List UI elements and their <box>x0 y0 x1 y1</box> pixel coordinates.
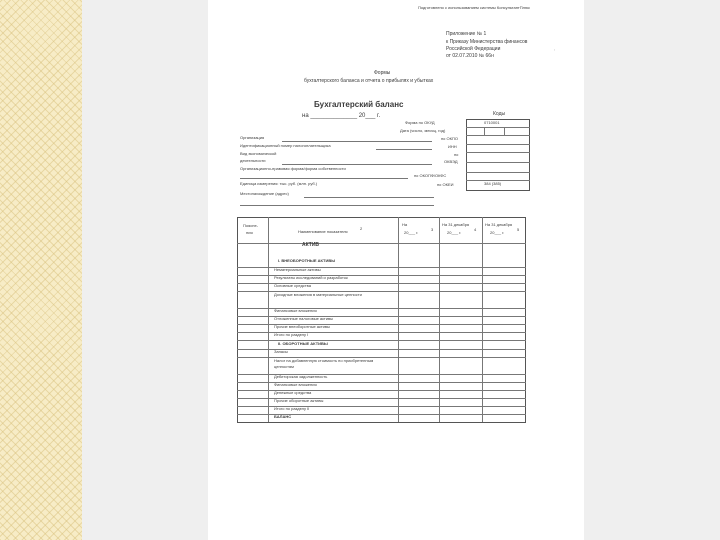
row-balans: БАЛАНС <box>274 414 292 419</box>
field-activity: Вид экономической <box>240 151 277 156</box>
forms-title: Формы <box>374 70 391 76</box>
okei-code: 384 (385) <box>484 181 502 186</box>
field-okopf: по ОКОПФ/ОКФС <box>414 173 447 178</box>
field-inn-label: Идентификационный номер налогоплательщика <box>240 143 331 148</box>
table-row: Основные средства <box>274 283 311 288</box>
table-row: Отложенные налоговые активы <box>274 316 333 321</box>
decorative-pattern-strip <box>0 0 82 540</box>
source-note: Подготовлено с использованием системы КонсультантПлюс <box>418 5 530 10</box>
field-legal-form: Организационно-правовая форма/форма собственности <box>240 166 346 171</box>
document-page: Подготовлено с использованием системы КонсультантПлюс Приложение № 1 к Приказу Министерства финансов Российской Федерации от 02.07.2010 № 66н , Формы бухгалтерского баланса и отчета о прибылях и убытках Бухгалтерский баланс на ______________ 20___ г. Коды Форма по ОКУД Дата (число, месяц, год) 0710001 384 (385) Организация по ОКПО Идентификационный номер налогоплательщика ИНН Вид экономической по деятельности ОКВЭД Организационно-правовая форма/форма собственности по ОКОПФ/ОКФС Единица измерения: тыс. руб. (млн. руб.) по ОКЕИ Местонахождение (адрес) Поясне- ния Наименование показателя 2 На 20___ г. 3 На 31 декабря 20___ г. 4 На 31 декабря 20___ г. 5 АКТИВ I. ВНЕОБОРОТНЫЕ АКТИВЫ Нематериальные активы Результаты исследований и разработок Основные средства Доходные вложения в материальные ценности Финансовые вложения Отложенные налоговые активы Прочие внеоборотные активы Итого по разделу I II. ОБОРОТНЫЕ АКТИВЫ Запасы Налог на добавленную стоимость по приобретенным ценностям Дебиторская задолженность Финансовые вложения Денежные средства Прочие оборотные активы Итого по разделу II БАЛАНС <box>208 0 584 540</box>
balance-date-line: на ______________ 20___ г. <box>302 113 381 119</box>
field-organization: Организация <box>240 135 265 140</box>
table-row: Финансовые вложения <box>274 382 317 387</box>
table-row: Налог на добавленную стоимость по приобретенным ценностям <box>274 358 374 369</box>
field-okei: по ОКЕИ <box>437 182 454 187</box>
field-okpo: по ОКПО <box>441 136 458 141</box>
header-col1: Поясне- <box>243 223 259 228</box>
okud-code: 0710001 <box>484 120 500 125</box>
table-row: Итого по разделу I <box>274 332 309 337</box>
right-gutter <box>584 0 720 540</box>
table-row: Прочие внеоборотные активы <box>274 324 330 329</box>
table-row: Итого по разделу II <box>274 406 310 411</box>
forms-subtitle: бухгалтерского баланса и отчета о прибылях и убытках <box>304 78 434 84</box>
table-row: Дебиторская задолженность <box>274 374 328 379</box>
row-aktiv: АКТИВ <box>302 242 320 248</box>
left-gutter <box>82 0 208 540</box>
header-col5: На 31 декабря <box>485 222 513 227</box>
field-okved: ОКВЭД <box>444 159 458 164</box>
table-row: Прочие оборотные активы <box>274 398 324 403</box>
appendix-line-2: к Приказу Министерства финансов <box>446 39 528 45</box>
row-section-1: I. ВНЕОБОРОТНЫЕ АКТИВЫ <box>278 258 336 263</box>
corner-mark: , <box>554 46 556 51</box>
table-row: Результаты исследований и разработок <box>274 275 348 280</box>
okud-label: Форма по ОКУД <box>405 120 435 125</box>
field-po: по <box>454 152 459 157</box>
field-inn: ИНН <box>448 144 457 149</box>
table-row: Денежные средства <box>274 390 312 395</box>
appendix-line-4: от 02.07.2010 № 66н <box>446 53 494 59</box>
appendix-line-1: Приложение № 1 <box>446 31 487 37</box>
header-col2: Наименование показателя <box>298 229 348 234</box>
table-row: Нематериальные активы <box>274 267 321 272</box>
row-section-2: II. ОБОРОТНЫЕ АКТИВЫ <box>278 341 328 346</box>
date-label: Дата (число, месяц, год) <box>400 128 446 133</box>
table-row: Доходные вложения в материальные ценности <box>274 292 362 297</box>
table-row: Финансовые вложения <box>274 308 317 313</box>
header-col3: На <box>402 222 408 227</box>
table-row: Запасы <box>274 349 288 354</box>
field-address: Местонахождение (адрес) <box>240 191 289 196</box>
codes-label: Коды <box>493 111 506 117</box>
appendix-line-3: Российской Федерации <box>446 46 501 52</box>
field-activity-2: деятельности <box>240 158 266 163</box>
header-col4: На 31 декабря <box>442 222 470 227</box>
field-unit: Единица измерения: тыс. руб. (млн. руб.) <box>240 181 318 186</box>
balance-title: Бухгалтерский баланс <box>314 100 404 109</box>
